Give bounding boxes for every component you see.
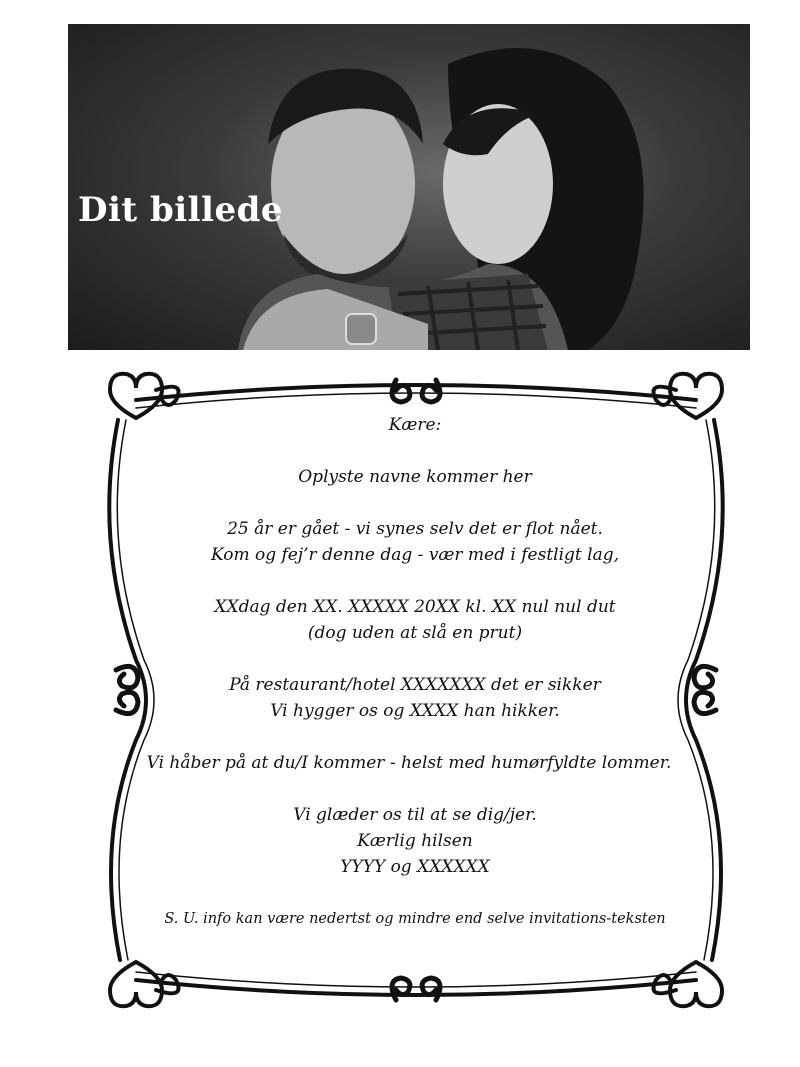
- closing-signature: YYYY og XXXXXX: [340, 857, 490, 877]
- verse1-line2: Kom og fej’r denne dag - vær med i festligt lag,: [210, 545, 620, 565]
- verse2-line2: (dog uden at slå en prut): [307, 623, 523, 643]
- verse3-line1: På restaurant/hotel XXXXXXX det er sikker: [229, 675, 601, 695]
- closing-line1: Vi glæder os til at se dig/jer.: [293, 805, 537, 825]
- footnote: S. U. info kan være nedertst og mindre end selve invitations-teksten: [164, 911, 666, 927]
- verse3-line2: Vi hygger os og XXXX han hikker.: [270, 701, 560, 721]
- invitation-text: [146, 412, 680, 932]
- names-line: Oplyste navne kommer her: [298, 467, 532, 487]
- couple-photo-illustration: [68, 24, 750, 350]
- verse4-line: Vi håber på at du/I kommer - helst med humørfyldte lommer.: [146, 753, 672, 773]
- greeting: Kære:: [388, 415, 442, 435]
- verse1-line1: 25 år er gået - vi synes selv det er flot nået.: [227, 519, 603, 539]
- photo-label: Dit billede: [78, 190, 284, 230]
- closing-line2: Kærlig hilsen: [357, 831, 473, 851]
- verse2-line1: XXdag den XX. XXXXX 20XX kl. XX nul nul dut: [214, 597, 616, 617]
- photo-placeholder: [68, 24, 750, 350]
